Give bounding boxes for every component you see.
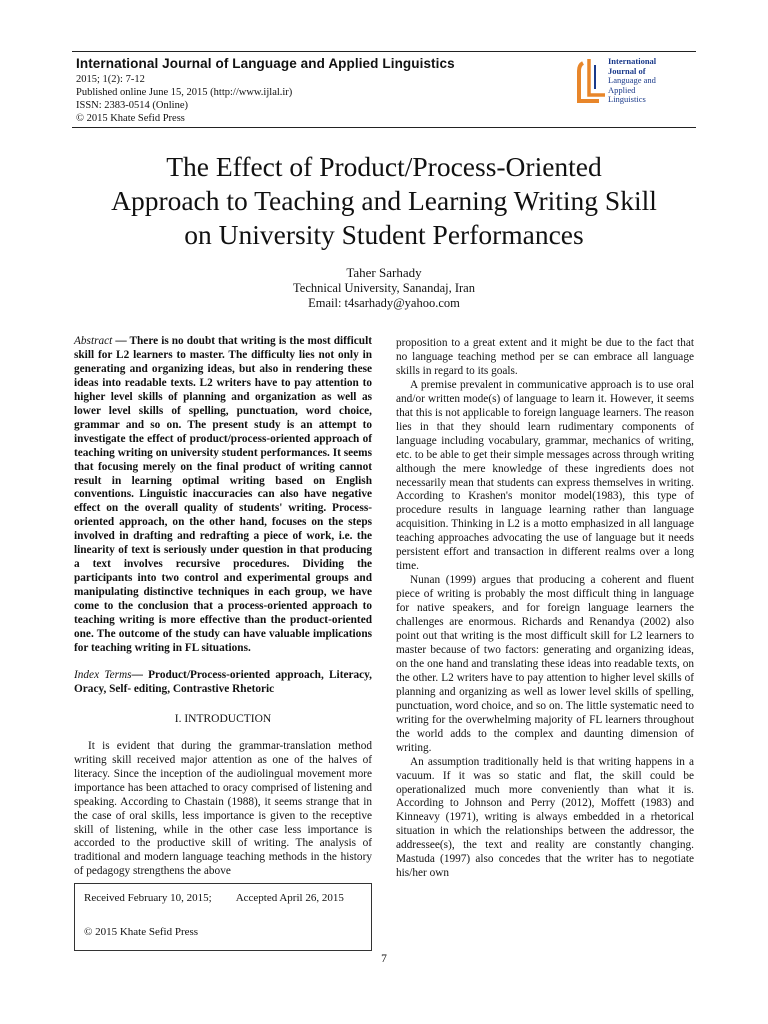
received-date: Received February 10, 2015; [84,892,212,904]
paper-title [60,150,708,252]
body-paragraph: proposition to a great extent and it might be due to the fact that no language teaching method per se can embrace all language skills in regard to its goals. [396,337,694,377]
title-line: Approach to Teaching and Learning Writing Skill [111,185,657,216]
journal-published: Published online June 15, 2015 (http://www.ijlal.ir) [76,87,293,98]
journal-issue: 2015; 1(2): 7-12 [76,74,145,85]
abstract [74,335,372,656]
body-paragraph: An assumption traditionally held is that writing happens in a vacuum. If it was so static and flat, the skill could be operationalized much more conveniently than what it is. According to Johnson and Perry (2012), Moffett (1983) and Kinneavy (1971), writing is always embedded in a rhetorical situation in which the relationships between the addressor, the addressee(s), the text and reality are constantly changing. Mastuda (1997) also concedes that the writer has to negotiate his/her own [396,755,694,880]
intro-paragraph: It is evident that during the grammar-translation method writing skill received major attention as one of the halves of literacy. Since the inception of the audiolingual movement more importance has been attached to oracy comprised of listening and speaking. According to Chastain (1988), it seems strange that in the case of oral skills, less importance is given to the receptive skill of listening, while in the other case less importance is accorded to the productive skill of writing. The analysis of traditional and modern language teaching methods in the history of pedagogy strengthens the above [74,739,372,878]
journal-issn: ISSN: 2383-0514 (Online) [76,100,188,111]
logo-line: Linguistics [608,94,646,104]
index-terms [74,669,372,697]
abstract-text: — There is no doubt that writing is the most difficult skill for L2 learners to master. The difficulty lies not only in generating and organizing ideas, but also in rendering these ideas into readable texts. L2 writers have to pay attention to higher level skills of planning and organization as well as lower level skills of spelling, punctuation, word choice, grammar and so on. The present study is an attempt to investigate the effect of product/process-oriented approach of teaching writing on university student performances. It seems that focusing merely on the final product of writing cannot result in learning optimal writing based on English conventions. Linguistic inaccuracies can also have negative effect on the overall quality of students' writing. Process-oriented approach, on the other hand, focuses on the steps involved in drafting and redrafting a piece of work, i.e. the linearity of text is seriously under question in that producing a text involves recursive procedures. Dividing the participants into two control and experimental groups and manipulating distinctive techniques in each group, we have come to the conclusion that a process-oriented approach to teaching writing is more effective than the product-oriented one. The outcome of the study can have valuable implications for teaching writing in FL situations. [74,335,372,654]
body-paragraph: A premise prevalent in communicative approach is to use oral and/or written mode(s) of language to learn it. However, it seems that this is not applicable to foreign language learners. The reason lies in that they should learn rudimentary components of language including vocabulary, grammar, mechanics of writing, etc. to be able to get their simple messages across through writing although the mere knowledge of these ingredients does not necessarily mean that students can express themselves in writing. According to Krashen's monitor model(1983), this type of procedure results in language learning rather than language acquisition. Thinking in L2 is a motto emphasized in all language teaching approaches advocating the use of language but it needs persistent effort and transaction in different realms over a long time. [396,378,694,573]
right-column [396,337,694,881]
logo-line: Journal of [608,65,646,76]
logo-line: Applied [608,84,636,95]
received-box [74,883,372,951]
logo-line: International [608,56,657,66]
received-dates [84,892,344,904]
body-paragraph: Nunan (1999) argues that producing a coherent and fluent piece of writing is probably the most difficult thing in language for native speakers, and for foreign language learners the challenges are enormous. Richards and Renandya (2002) also point out that writing is the most difficult skill for L2 learners to master because of two factors: generating and organizing ideas, on the one hand and translating these ideas into readable texts, on the other. L2 writers have to pay attention to higher level skills of planning and organizing as well as lower level skills of spelling, punctuation, word choice, and so on. The little systematic need to writing for the overwhelming majority of FL learners throughout the world adds to the complex and daunting dimension of writing. [396,574,694,754]
author-name: Taher Sarhady [346,265,422,280]
abstract-label: Abstract [74,335,113,347]
section-heading: I. INTRODUCTION [174,712,272,725]
title-line: The Effect of Product/Process-Oriented [166,151,602,182]
journal-copyright: © 2015 Khate Sefid Press [76,113,185,124]
author-affiliation: Technical University, Sanandaj, Iran [293,281,475,295]
author-email: Email: t4sarhady@yahoo.com [308,296,460,310]
left-column [74,335,372,879]
logo-line: Language and [608,75,656,85]
index-terms-label: Index Terms [74,668,132,681]
accepted-date: Accepted April 26, 2015 [235,892,344,904]
journal-logo-text [608,57,656,105]
title-line: on University Student Performances [184,219,584,250]
header-top-rule [72,51,696,52]
journal-title: International Journal of Language and Applied Linguistics [76,56,455,71]
journal-meta [76,73,292,125]
index-terms-text: — Product/Process-oriented approach, Literacy, Oracy, Self- editing, Contrastive Rhetoric [74,668,372,695]
header-bottom-rule [72,127,696,128]
page-number: 7 [381,953,387,965]
box-copyright: © 2015 Khate Sefid Press [84,926,199,938]
